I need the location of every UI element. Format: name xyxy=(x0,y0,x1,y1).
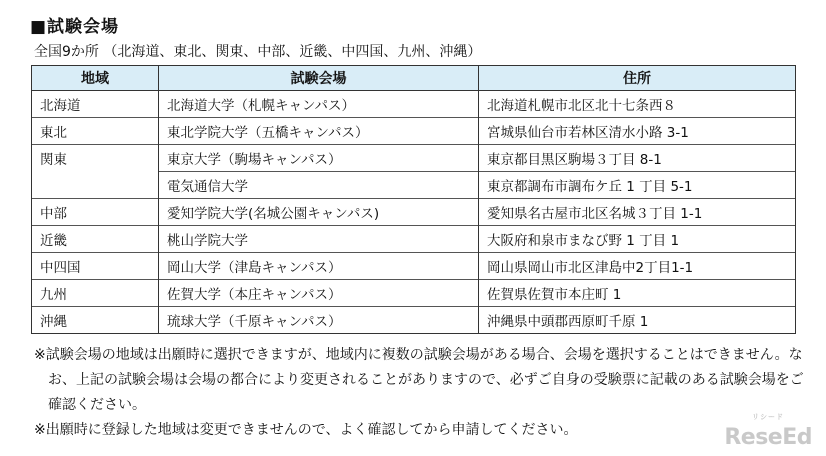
address-cell: 大阪府和泉市まなび野 1 丁目 1 xyxy=(479,226,796,253)
section-heading: ■試験会場 xyxy=(30,17,120,37)
venue-cell: 愛知学院大学(名城公園キャンパス) xyxy=(159,199,479,226)
header-venue: 試験会場 xyxy=(159,66,479,91)
table-row xyxy=(32,199,796,226)
address-cell: 沖縄県中頭郡西原町千原 1 xyxy=(479,307,796,334)
address-cell: 岡山県岡山市北区津島中2丁目1-1 xyxy=(479,253,796,280)
venue-cell: 佐賀大学（本庄キャンパス） xyxy=(159,280,479,307)
address-cell: 東京都調布市調布ケ丘 1 丁目 5-1 xyxy=(479,172,796,199)
header-region: 地域 xyxy=(32,66,159,91)
note-venue-selection: ※試験会場の地域は出願時に選択できますが、地域内に複数の試験会場がある場合、会場を選択することはできません。なお、上記の試験会場は会場の都合により変更されることがありますので、必ずご自身の受験票に記載のある試験会場をご確認ください。 xyxy=(34,347,804,413)
region-cell: 北海道 xyxy=(32,91,159,118)
venue-cell: 東北学院大学（五橋キャンパス） xyxy=(159,118,479,145)
table-row xyxy=(32,145,796,172)
venue-count-subheading: 全国9か所 （北海道、東北、関東、中部、近畿、中四国、九州、沖縄） xyxy=(34,44,482,60)
venue-cell: 北海道大学（札幌キャンパス） xyxy=(159,91,479,118)
region-cell: 中部 xyxy=(32,199,159,226)
table-row xyxy=(32,226,796,253)
address-cell: 北海道札幌市北区北十七条西８ xyxy=(479,91,796,118)
table-row xyxy=(32,280,796,307)
table-row xyxy=(32,172,796,199)
address-cell: 愛知県名古屋市北区名城３丁目 1-1 xyxy=(479,199,796,226)
region-cell: 関東 xyxy=(32,145,159,172)
table-row xyxy=(32,91,796,118)
region-cell: 沖縄 xyxy=(32,307,159,334)
address-cell: 東京都目黒区駒場３丁目 8-1 xyxy=(479,145,796,172)
notes-section xyxy=(34,343,804,443)
venue-table xyxy=(31,65,796,334)
header-address: 住所 xyxy=(479,66,796,91)
venue-cell: 東京大学（駒場キャンパス） xyxy=(159,145,479,172)
table-row xyxy=(32,307,796,334)
venue-cell: 桃山学院大学 xyxy=(159,226,479,253)
region-cell: 中四国 xyxy=(32,253,159,280)
address-cell: 佐賀県佐賀市本庄町 1 xyxy=(479,280,796,307)
logo-wordmark: ReseEd xyxy=(724,425,812,450)
note-region-change: ※出願時に登録した地域は変更できませんので、よく確認してから申請してください。 xyxy=(34,422,578,438)
region-cell: 九州 xyxy=(32,280,159,307)
region-cell: 東北 xyxy=(32,118,159,145)
address-cell: 宮城県仙台市若林区清水小路 3-1 xyxy=(479,118,796,145)
resed-logo xyxy=(720,410,812,450)
table-row xyxy=(32,253,796,280)
logo-kana: リシード xyxy=(752,413,784,421)
region-cell xyxy=(32,172,159,199)
table-row xyxy=(32,118,796,145)
table-header-row xyxy=(32,66,796,91)
venue-cell: 琉球大学（千原キャンパス） xyxy=(159,307,479,334)
venue-cell: 岡山大学（津島キャンパス） xyxy=(159,253,479,280)
region-cell: 近畿 xyxy=(32,226,159,253)
venue-cell: 電気通信大学 xyxy=(159,172,479,199)
